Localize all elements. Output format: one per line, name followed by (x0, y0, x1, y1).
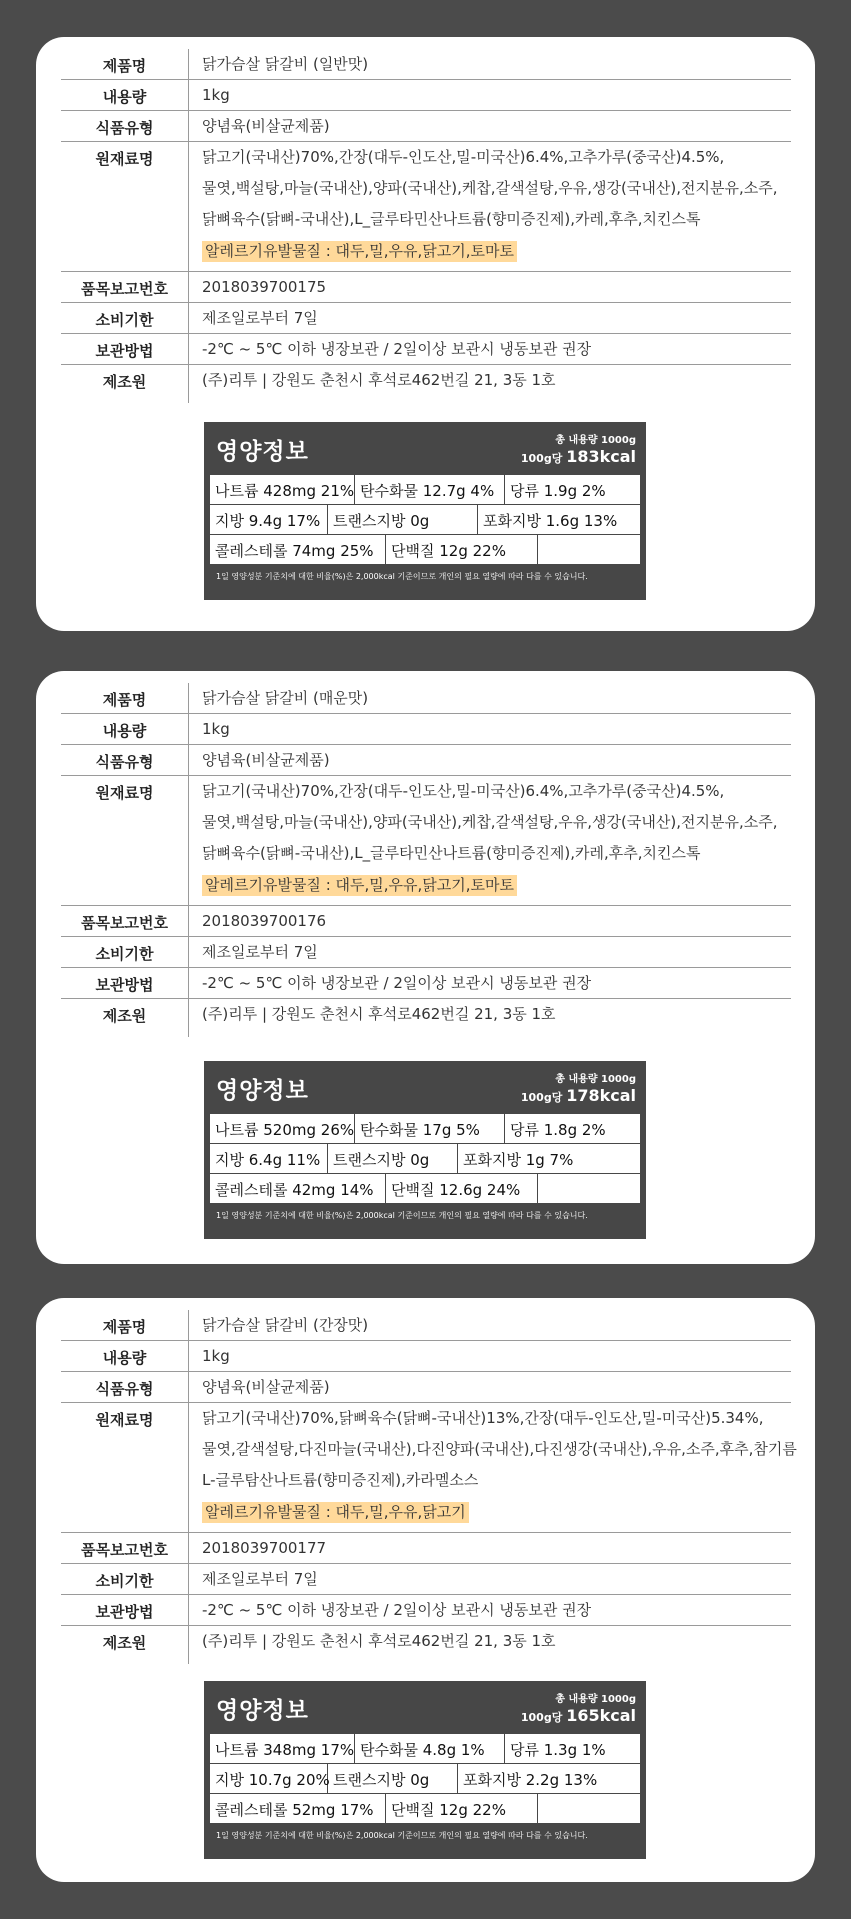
row-manufacturer (61, 365, 791, 403)
row-volume (61, 80, 791, 111)
nutrient-protein: 단백질 12g 22% (386, 1794, 538, 1823)
nutrition-title: 영양정보 (216, 1078, 309, 1104)
row-product-name (61, 49, 791, 80)
value-ingredients (189, 776, 791, 905)
ingredients-line: 물엿,백설탕,마늘(국내산),양파(국내산),케찹,갈색설탕,우유,생강(국내산),전지분유,소주, (202, 179, 778, 197)
value-ingredients (189, 1403, 797, 1532)
label-ingredients: 원재료명 (61, 1403, 189, 1532)
row-storage (61, 334, 791, 365)
nutrient-sodium: 나트륨 520mg 26% (210, 1114, 355, 1143)
ingredients-line: 물엿,백설탕,마늘(국내산),양파(국내산),케찹,갈색설탕,우유,생강(국내산),전지분유,소주, (202, 813, 778, 831)
row-report-no (61, 1533, 791, 1564)
value-product-name: 닭가슴살 닭갈비 (매운맛) (202, 689, 369, 707)
value-report-no: 2018039700177 (202, 1539, 327, 1557)
nutrient-carbs: 탄수화물 4.8g 1% (355, 1734, 505, 1763)
label-food-type: 식품유형 (61, 111, 189, 141)
nutrient-sat-fat: 포화지방 1g 7% (463, 1151, 574, 1169)
nutrient-protein: 단백질 12.6g 24% (386, 1174, 538, 1203)
nutrient-sodium: 나트륨 348mg 17% (210, 1734, 355, 1763)
row-volume (61, 714, 791, 745)
value-ingredients (189, 142, 791, 271)
nutrition-total: 총 내용량 1000g (555, 1074, 636, 1085)
value-storage: -2℃ ~ 5℃ 이하 냉장보관 / 2일이상 보관시 냉동보관 권장 (202, 974, 592, 992)
nutrition-body (210, 1734, 640, 1824)
nutrition-panel (204, 422, 646, 600)
nutrient-sugar: 당류 1.8g 2% (510, 1121, 606, 1139)
ingredients-line: L-글루탐산나트륨(향미증진제),카라멜소스 (202, 1471, 479, 1489)
nutrition-kcal (521, 1086, 636, 1105)
nutrient-sugar: 당류 1.3g 1% (510, 1741, 606, 1759)
nutrient-fat: 지방 10.7g 20% (210, 1764, 328, 1793)
nutrition-body (210, 475, 640, 565)
label-manufacturer: 제조원 (61, 999, 189, 1037)
label-food-type: 식품유형 (61, 745, 189, 775)
nutrient-cholesterol: 콜레스테롤 42mg 14% (210, 1174, 386, 1203)
label-storage: 보관방법 (61, 334, 189, 364)
nutrient-empty (538, 1794, 640, 1823)
row-food-type (61, 745, 791, 776)
label-storage: 보관방법 (61, 1595, 189, 1625)
nutrition-per: 100g당 (520, 1711, 563, 1724)
nutrient-carbs: 탄수화물 12.7g 4% (355, 475, 505, 504)
label-volume: 내용량 (61, 714, 189, 744)
label-report-no: 품목보고번호 (61, 906, 189, 936)
row-product-name (61, 1310, 791, 1341)
product-card-3 (36, 1298, 815, 1882)
kcal-value: 183kcal (566, 447, 636, 466)
row-storage (61, 968, 791, 999)
nutrition-panel (204, 1681, 646, 1859)
label-expiry: 소비기한 (61, 303, 189, 333)
value-product-name: 닭가슴살 닭갈비 (일반맛) (202, 55, 369, 73)
row-food-type (61, 1372, 791, 1403)
row-expiry (61, 1564, 791, 1595)
nutrition-note: 1일 영양성분 기준치에 대한 비율(%)은 2,000kcal 기준이므로 개인의 필요 열량에 따라 다를 수 있습니다. (216, 572, 588, 581)
nutrition-per: 100g당 (520, 452, 563, 465)
product-info-table (61, 49, 791, 403)
nutrition-kcal (521, 1706, 636, 1725)
ingredients-line: 닭고기(국내산)70%,닭뼈육수(닭뼈-국내산)13%,간장(대두-인도산,밀-미국산)5.34%, (202, 1409, 764, 1427)
nutrient-sodium: 나트륨 428mg 21% (210, 475, 355, 504)
label-food-type: 식품유형 (61, 1372, 189, 1402)
value-manufacturer: (주)리투 | 강원도 춘천시 후석로462번길 21, 3동 1호 (202, 1005, 556, 1023)
nutrient-fat: 지방 6.4g 11% (210, 1144, 328, 1173)
nutrition-header (210, 1681, 640, 1734)
nutrition-row (210, 1144, 640, 1174)
product-info-table (61, 683, 791, 1037)
nutrition-row (210, 475, 640, 505)
nutrition-note: 1일 영양성분 기준치에 대한 비율(%)은 2,000kcal 기준이므로 개인의 필요 열량에 따라 다를 수 있습니다. (216, 1211, 588, 1220)
nutrient-trans-fat: 트랜스지방 0g (328, 1764, 458, 1793)
value-expiry: 제조일로부터 7일 (202, 1570, 318, 1588)
row-storage (61, 1595, 791, 1626)
value-volume: 1kg (202, 86, 230, 104)
kcal-value: 165kcal (566, 1706, 636, 1725)
row-ingredients (61, 142, 791, 272)
nutrient-trans-fat: 트랜스지방 0g (328, 1144, 458, 1173)
label-product-name: 제품명 (61, 1310, 189, 1340)
nutrition-row (210, 535, 640, 565)
nutrient-empty (538, 535, 640, 564)
nutrition-note: 1일 영양성분 기준치에 대한 비율(%)은 2,000kcal 기준이므로 개인의 필요 열량에 따라 다를 수 있습니다. (216, 1831, 588, 1840)
value-manufacturer: (주)리투 | 강원도 춘천시 후석로462번길 21, 3동 1호 (202, 371, 556, 389)
value-food-type: 양념육(비살균제품) (202, 1378, 330, 1396)
nutrition-header (210, 1061, 640, 1114)
row-food-type (61, 111, 791, 142)
nutrient-carbs: 탄수화물 17g 5% (355, 1114, 505, 1143)
nutrition-title: 영양정보 (216, 439, 309, 465)
label-report-no: 품목보고번호 (61, 1533, 189, 1563)
nutrition-total: 총 내용량 1000g (555, 1694, 636, 1705)
label-expiry: 소비기한 (61, 937, 189, 967)
nutrition-row (210, 1794, 640, 1824)
nutrition-total: 총 내용량 1000g (555, 435, 636, 446)
value-storage: -2℃ ~ 5℃ 이하 냉장보관 / 2일이상 보관시 냉동보관 권장 (202, 340, 592, 358)
nutrition-title: 영양정보 (216, 1698, 309, 1724)
nutrient-cholesterol: 콜레스테롤 52mg 17% (210, 1794, 386, 1823)
allergy-highlight: 알레르기유발물질 : 대두,밀,우유,닭고기,토마토 (202, 241, 517, 262)
nutrient-fat: 지방 9.4g 17% (210, 505, 328, 534)
row-report-no (61, 906, 791, 937)
label-manufacturer: 제조원 (61, 1626, 189, 1664)
nutrition-header (210, 422, 640, 475)
row-expiry (61, 303, 791, 334)
nutrient-trans-fat: 트랜스지방 0g (328, 505, 478, 534)
label-storage: 보관방법 (61, 968, 189, 998)
nutrition-row (210, 1734, 640, 1764)
product-card-1 (36, 37, 815, 631)
label-report-no: 품목보고번호 (61, 272, 189, 302)
ingredients-line: 닭고기(국내산)70%,간장(대두-인도산,밀-미국산)6.4%,고추가루(중국산)4.5%, (202, 148, 725, 166)
nutrient-sat-fat: 포화지방 1.6g 13% (483, 512, 618, 530)
kcal-value: 178kcal (566, 1086, 636, 1105)
value-expiry: 제조일로부터 7일 (202, 943, 318, 961)
product-card-2 (36, 671, 815, 1264)
nutrition-kcal (521, 447, 636, 466)
nutrition-row (210, 1114, 640, 1144)
allergy-highlight: 알레르기유발물질 : 대두,밀,우유,닭고기,토마토 (202, 875, 517, 896)
label-ingredients: 원재료명 (61, 142, 189, 271)
nutrient-sat-fat: 포화지방 2.2g 13% (463, 1771, 598, 1789)
nutrient-sugar: 당류 1.9g 2% (510, 482, 606, 500)
value-report-no: 2018039700175 (202, 278, 327, 296)
nutrient-empty (538, 1174, 640, 1203)
nutrient-cholesterol: 콜레스테롤 74mg 25% (210, 535, 386, 564)
product-info-table (61, 1310, 797, 1664)
ingredients-line: 닭뼈육수(닭뼈-국내산),L_글루타민산나트륨(향미증진제),카레,후추,치킨스톡 (202, 844, 701, 862)
value-expiry: 제조일로부터 7일 (202, 309, 318, 327)
value-report-no: 2018039700176 (202, 912, 327, 930)
label-expiry: 소비기한 (61, 1564, 189, 1594)
row-report-no (61, 272, 791, 303)
label-volume: 내용량 (61, 1341, 189, 1371)
nutrition-row (210, 505, 640, 535)
label-product-name: 제품명 (61, 683, 189, 713)
label-product-name: 제품명 (61, 49, 189, 79)
value-manufacturer: (주)리투 | 강원도 춘천시 후석로462번길 21, 3동 1호 (202, 1632, 556, 1650)
value-product-name: 닭가슴살 닭갈비 (간장맛) (202, 1316, 369, 1334)
row-manufacturer (61, 999, 791, 1037)
nutrition-body (210, 1114, 640, 1204)
ingredients-line: 닭고기(국내산)70%,간장(대두-인도산,밀-미국산)6.4%,고추가루(중국산)4.5%, (202, 782, 725, 800)
value-volume: 1kg (202, 1347, 230, 1365)
value-volume: 1kg (202, 720, 230, 738)
row-expiry (61, 937, 791, 968)
value-food-type: 양념육(비살균제품) (202, 751, 330, 769)
allergy-highlight: 알레르기유발물질 : 대두,밀,우유,닭고기 (202, 1502, 469, 1523)
nutrition-row (210, 1174, 640, 1204)
row-manufacturer (61, 1626, 791, 1664)
label-ingredients: 원재료명 (61, 776, 189, 905)
nutrition-row (210, 1764, 640, 1794)
value-food-type: 양념육(비살균제품) (202, 117, 330, 135)
row-product-name (61, 683, 791, 714)
nutrient-protein: 단백질 12g 22% (386, 535, 538, 564)
nutrition-per: 100g당 (520, 1091, 563, 1104)
value-storage: -2℃ ~ 5℃ 이하 냉장보관 / 2일이상 보관시 냉동보관 권장 (202, 1601, 592, 1619)
ingredients-line: 닭뼈육수(닭뼈-국내산),L_글루타민산나트륨(향미증진제),카레,후추,치킨스톡 (202, 210, 701, 228)
row-ingredients (61, 1403, 797, 1533)
row-volume (61, 1341, 791, 1372)
ingredients-line: 물엿,갈색설탕,다진마늘(국내산),다진양파(국내산),다진생강(국내산),우유,소주,후추,참기름 (202, 1440, 797, 1458)
row-ingredients (61, 776, 791, 906)
label-manufacturer: 제조원 (61, 365, 189, 403)
nutrition-panel (204, 1061, 646, 1239)
label-volume: 내용량 (61, 80, 189, 110)
